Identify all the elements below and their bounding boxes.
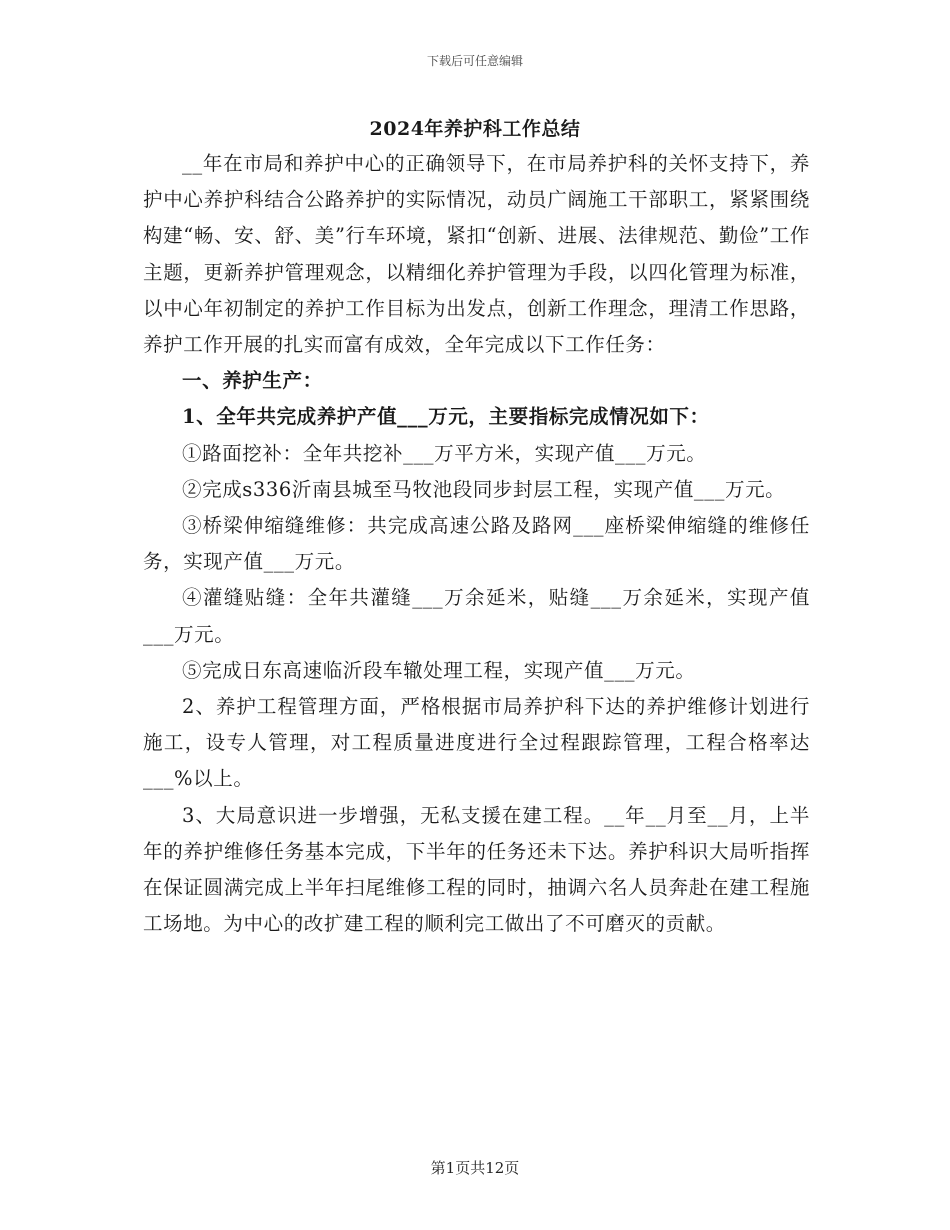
sub-item-2-sealing-project: ②完成s336沂南县城至马牧池段同步封层工程，实现产值___万元。 — [182, 477, 786, 501]
item-1-summary: 1、全年共完成养护产值___万元，主要指标完成情况如下： — [182, 405, 710, 429]
section-heading-maintenance-production: 一、养护生产： — [182, 369, 323, 393]
sub-item-1-road-patching: ①路面挖补：全年共挖补___万平方米，实现产值___万元。 — [182, 441, 707, 465]
page-header-note: 下载后可任意编辑 — [426, 54, 523, 68]
document-title: 2024年养护科工作总结 — [369, 118, 581, 140]
sub-item-3-bridge-joints: ③桥梁伸缩缝维修：共完成高速公路及路网___座桥梁伸缩缝的维修任务，实现产值___万元。 — [143, 514, 810, 574]
document-body — [143, 146, 810, 942]
intro-paragraph: __年在市局和养护中心的正确领导下，在市局养护科的关怀支持下，养护中心养护科结合公路养护的实际情况，动员广阔施工干部职工，紧紧围绕构建“畅、安、舒、美”行车环境，紧扣“创新、进展、法律规范、勤俭”工作主题，更新养护管理观念，以精细化养护管理为手段，以四化管理为标准，以中心年初制定的养护工作目标为出发点，创新工作理念，理清工作思路，养护工作开展的扎实而富有成效，全年完成以下工作任务： — [143, 152, 810, 357]
sub-item-5-rutting: ⑤完成日东高速临沂段车辙处理工程，实现产值___万元。 — [182, 658, 696, 682]
item-2-project-management: 2、养护工程管理方面，严格根据市局养护科下达的养护维修计划进行施工，设专人管理，对工程质量进度进行全过程跟踪管理，工程合格率达___%以上。 — [143, 695, 810, 791]
item-3-support-construction: 3、大局意识进一步增强，无私支援在建工程。__年__月至__月，上半年的养护维修任务基本完成，下半年的任务还未下达。养护科识大局听指挥在保证圆满完成上半年扫尾维修工程的同时，抽调六名人员奔赴在建工程施工场地。为中心的改扩建工程的顺利完工做出了不可磨灭的贡献。 — [143, 803, 810, 936]
sub-item-4-crack-sealing: ④灌缝贴缝：全年共灌缝___万余延米，贴缝___万余延米，实现产值___万元。 — [143, 586, 810, 646]
page-number: 第1页共12页 — [430, 1159, 520, 1177]
